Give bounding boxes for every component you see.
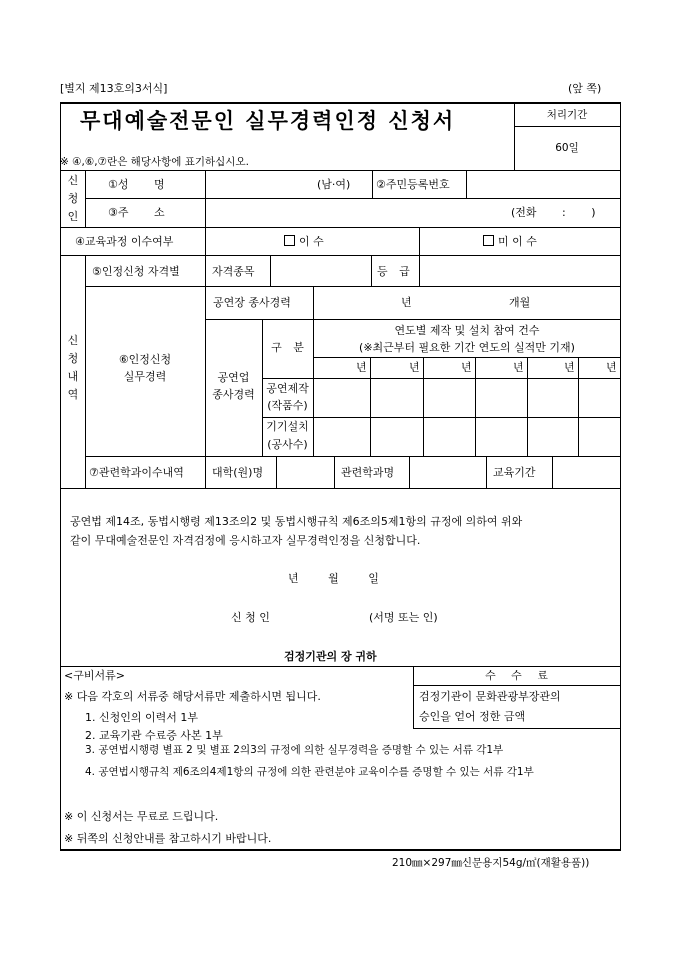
recognition-section-label: 신청내역 xyxy=(67,334,79,401)
performance-industry-label-2: 종사경력 xyxy=(212,388,255,401)
document-item-1: 1. 신청인의 이력서 1부 xyxy=(85,711,198,724)
form-number: [별지 제13호의3서식] xyxy=(60,82,168,95)
recipient-label: 검정기관의 장 귀하 xyxy=(284,650,377,663)
documents-note: ※ 다음 각호의 서류중 해당서류만 제출하시면 됩니다. xyxy=(64,690,321,703)
year-col-1: 년 xyxy=(356,361,367,374)
course-not-completed-checkbox[interactable] xyxy=(483,235,537,247)
year-col-5: 년 xyxy=(564,361,575,374)
applicant-sign-label: 신 청 인 xyxy=(231,611,270,624)
back-page-note: ※ 뒤쪽의 신청안내를 참고하시기 바랍니다. xyxy=(64,832,272,845)
statement-line-1: 공연법 제14조, 동법시행령 제13조의2 및 동법시행규칙 제6조의5제1항의 규정에 의하여 위와 xyxy=(70,515,523,528)
page-side-label: (앞 쪽) xyxy=(568,82,602,95)
document-item-4: 4. 공연법시행규칙 제6조의4제1항의 규정에 의한 관련분야 교육이수를 증명할 수 있는 서류 각1부 xyxy=(85,766,534,778)
instruction-note: ※ ④,⑥,⑦란은 해당사항에 표기하십시오. xyxy=(60,156,249,168)
signature-field[interactable]: (서명 또는 인) xyxy=(369,611,438,624)
yearly-participation-note: (※최근부터 필요한 기간 연도의 실적만 기재) xyxy=(359,341,575,354)
documents-header: <구비서류> xyxy=(64,669,125,682)
year-col-4: 년 xyxy=(513,361,524,374)
course-not-completed-text: 미 이 수 xyxy=(498,235,537,248)
production-label-2: (작품수) xyxy=(267,399,308,412)
grade-label: 등 급 xyxy=(377,265,410,278)
processing-period-label: 처리기간 xyxy=(546,109,588,121)
theater-experience-label: 공연장 종사경력 xyxy=(213,296,291,309)
phone-field[interactable]: (전화 : ) xyxy=(511,206,596,219)
document-item-3: 3. 공연법시행령 별표 2 및 별표 2의3의 규정에 의한 실무경력을 증명할 수 있는 서류 각1부 xyxy=(85,744,504,756)
course-completion-label: ④교육과정 이수여부 xyxy=(75,235,174,248)
experience-month-label: 개월 xyxy=(509,296,531,309)
checkbox-icon xyxy=(284,235,295,246)
statement-line-2: 같이 무대예술전문인 자격검정에 응시하고자 실무경력인정을 신청합니다. xyxy=(70,534,421,547)
gender-select[interactable]: (남·여) xyxy=(317,178,351,191)
free-form-note: ※ 이 신청서는 무료로 드립니다. xyxy=(64,810,219,823)
rrn-label: ②주민등록번호 xyxy=(376,178,450,191)
production-label-1: 공연제작 xyxy=(266,382,309,395)
fee-header: 수 수 료 xyxy=(485,669,548,682)
experience-year-label: 년 xyxy=(401,296,412,309)
experience-label-1: ⑥인정신청 xyxy=(118,353,172,366)
form-title: 무대예술전문인 실무경력인정 신청서 xyxy=(80,108,456,133)
name-label: ①성 명 xyxy=(108,178,165,191)
date-line: 년 월 일 xyxy=(288,572,379,585)
document-item-2: 2. 교육기관 수료증 사본 1부 xyxy=(85,729,223,742)
paper-spec: 210㎜×297㎜신문용지54g/㎡(재활용품)) xyxy=(392,857,590,869)
address-label: ③주 소 xyxy=(108,206,165,219)
fee-line-2: 승인을 얻어 정한 금액 xyxy=(419,710,526,723)
yearly-participation-title: 연도별 제작 및 설치 참여 건수 xyxy=(394,324,540,337)
installation-label-2: (공사수) xyxy=(267,438,308,451)
course-completed-text: 이 수 xyxy=(299,235,324,248)
installation-label-1: 기기설치 xyxy=(266,420,309,433)
applicant-section-label: 신청인 xyxy=(67,174,79,223)
course-completed-checkbox[interactable] xyxy=(284,235,324,247)
related-dept-label: ⑦관련학과이수내역 xyxy=(89,466,184,479)
year-col-3: 년 xyxy=(461,361,472,374)
year-col-2: 년 xyxy=(409,361,420,374)
processing-period-value: 60일 xyxy=(555,142,579,154)
qualification-label: ⑤인정신청 자격별 xyxy=(92,265,180,278)
university-label: 대학(원)명 xyxy=(212,466,264,479)
education-period-label: 교육기간 xyxy=(493,466,536,479)
checkbox-icon xyxy=(483,235,494,246)
performance-industry-label-1: 공연업 xyxy=(217,371,250,384)
division-label: 구 분 xyxy=(271,341,304,354)
fee-line-1: 검정기관이 문화관광부장관의 xyxy=(419,690,561,703)
qualification-type-label: 자격종목 xyxy=(212,265,255,278)
year-col-6: 년 xyxy=(606,361,617,374)
experience-label-2: 실무경력 xyxy=(123,370,167,383)
department-label: 관련학과명 xyxy=(341,466,395,479)
